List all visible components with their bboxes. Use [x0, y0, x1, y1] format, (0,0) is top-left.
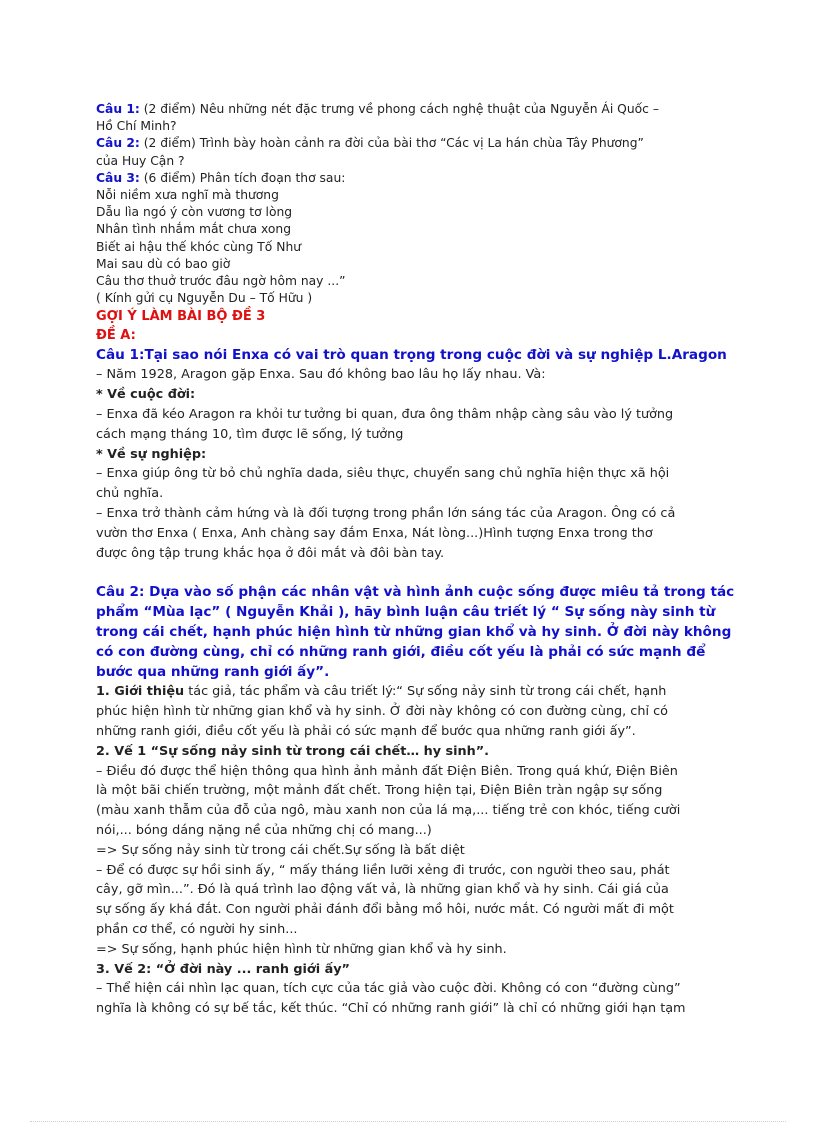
question-3-text: (6 điểm) Phân tích đoạn thơ sau: — [139, 170, 346, 185]
question-2-line-1 — [96, 135, 726, 152]
paragraph-line: phúc hiện hình từ những gian khổ và hy sinh. Ở đời này không có con đường cùng, chỉ có — [96, 704, 668, 720]
paragraph-line — [96, 682, 726, 702]
part-1-label: 2. Vế 1 “Sự sống nảy sinh từ trong cái chết… hy sinh”. — [96, 743, 490, 759]
poem-line: Dẫu lìa ngó ý còn vương tơ lòng — [96, 205, 293, 220]
career-label: * Về sự nghiệp: — [96, 446, 207, 462]
page-bottom-divider — [30, 1121, 786, 1122]
paragraph-line: – Enxa trở thành cảm hứng và là đối tượng trong phần lớn sáng tác của Aragon. Ông có cả — [96, 506, 676, 522]
paragraph-line: là một bãi chiến trường, một mảnh đất chết. Trong hiện tại, Điện Biên tràn ngập sự sống — [96, 783, 663, 799]
paragraph-line: nghĩa là không có sự bế tắc, kết thúc. “Chỉ có những ranh giới” là chỉ có những giới hạn tạm — [96, 1001, 686, 1017]
paragraph-line: vườn thơ Enxa ( Enxa, Anh chàng say đắm Enxa, Nát lòng...)Hình tượng Enxa trong thơ — [96, 525, 653, 541]
document-page — [96, 101, 735, 1019]
question-2-line-2: của Huy Cận ? — [96, 153, 185, 168]
paragraph-line: – Enxa giúp ông từ bỏ chủ nghĩa dada, siêu thực, chuyển sang chủ nghĩa hiện thực xã hội — [96, 466, 670, 482]
question-3-line-1 — [96, 170, 726, 187]
question-1-line-2: Hồ Chí Minh? — [96, 119, 177, 134]
answer-2-heading: bước qua những ranh giới ấy”. — [96, 664, 330, 681]
intro-label: 1. Giới thiệu — [96, 684, 185, 700]
paragraph-line: – Để có được sự hồi sinh ấy, “ mấy tháng liền lưỡi xẻng đi trước, con người theo sau, phát — [96, 862, 670, 878]
question-2-text: (2 điểm) Trình bày hoàn cảnh ra đời của bài thơ “Các vị La hán chùa Tây Phương” — [139, 136, 644, 151]
paragraph-line: => Sự sống nảy sinh từ trong cái chết.Sự sống là bất diệt — [96, 842, 465, 858]
spacer — [96, 563, 726, 582]
paragraph-line: những ranh giới, điều cốt yếu là phải có sức mạnh để bước qua những ranh giới ấy”. — [96, 724, 636, 739]
question-1-label: Câu 1: — [96, 102, 140, 116]
paragraph-line: nói,... bóng dáng nặng nề của những chị có mang...) — [96, 822, 432, 838]
poem-line: Nỗi niềm xưa nghĩ mà thương — [96, 188, 279, 203]
question-3-label: Câu 3: — [96, 170, 140, 185]
part-2-label: 3. Vế 2: “Ở đời này ... ranh giới ấy” — [96, 961, 350, 977]
paragraph-line: cây, gỡ mìn...”. Đó là quá trình lao động vất vả, là những gian khổ và hy sinh. Cái giá của — [96, 882, 669, 898]
answer-2 — [96, 582, 735, 1019]
answer-2-heading: Câu 2: Dựa vào số phận các nhân vật và hình ảnh cuộc sống được miêu tả trong tác — [96, 584, 735, 601]
paragraph-line: – Thể hiện cái nhìn lạc quan, tích cực của tác giả vào cuộc đời. Không có con “đường cùng” — [96, 981, 681, 997]
paragraph-line: (màu xanh thẫm của đỗ của ngô, màu xanh non của lá mạ,... tiếng trẻ con khóc, tiếng cười — [96, 803, 681, 819]
poem-line: Câu thơ thuở trước đâu ngờ hôm nay ...” — [96, 274, 346, 289]
answer-1-heading: Câu 1:Tại sao nói Enxa có vai trò quan trọng trong cuộc đời và sự nghiệp L.Aragon — [96, 347, 727, 364]
paragraph-line: sự sống ấy khá đắt. Con người phải đánh đổi bằng mồ hôi, nước mắt. Có người mất đi một — [96, 902, 674, 918]
answer-2-heading: có con đường cùng, chỉ có những ranh giới, điều cốt yếu là phải có sức mạnh để — [96, 644, 706, 661]
paragraph-line: được ông tập trung khắc họa ở đôi mắt và đôi bàn tay. — [96, 545, 445, 561]
intro-text: tác giả, tác phẩm và câu triết lý:“ Sự sống nảy sinh từ trong cái chết, hạnh — [184, 684, 667, 700]
question-1-line-1 — [96, 101, 726, 118]
paragraph-line: – Điều đó được thể hiện thông qua hình ảnh mảnh đất Điện Biên. Trong quá khứ, Điện Biên — [96, 763, 678, 779]
paragraph-line: => Sự sống, hạnh phúc hiện hình từ những gian khổ và hy sinh. — [96, 941, 507, 957]
paragraph-line: – Enxa đã kéo Aragon ra khỏi tư tưởng bi quan, đưa ông thâm nhập càng sâu vào lý tưởng — [96, 407, 674, 423]
answer-1 — [96, 345, 726, 563]
question-2-label: Câu 2: — [96, 136, 140, 151]
poem-source: ( Kính gửi cụ Nguyễn Du – Tố Hữu ) — [96, 291, 313, 306]
paragraph-line: chủ nghĩa. — [96, 486, 164, 502]
poem-line: Nhân tình nhắm mắt chưa xong — [96, 222, 292, 237]
question-1-text: (2 điểm) Nêu những nét đặc trưng về phong cách nghệ thuật của Nguyễn Ái Quốc – — [139, 102, 659, 116]
poem-line: Mai sau dù có bao giờ — [96, 256, 231, 271]
section-subtitle: ĐỀ A: — [96, 328, 136, 344]
answer-2-heading: phẩm “Mùa lạc” ( Nguyễn Khải ), hãy bình luận câu triết lý “ Sự sống này sinh từ — [96, 604, 716, 621]
section-title: GỢI Ý LÀM BÀI BỘ ĐỀ 3 — [96, 309, 266, 325]
poem-line: Biết ai hậu thế khóc cùng Tố Như — [96, 239, 302, 254]
paragraph-line: phần cơ thể, có người hy sinh... — [96, 921, 298, 937]
answer-2-heading: trong cái chết, hạnh phúc hiện hình từ những gian khổ và hy sinh. Ở đời này không — [96, 624, 732, 641]
paragraph-line: cách mạng tháng 10, tìm được lẽ sống, lý tưởng — [96, 426, 404, 442]
life-label: * Về cuộc đời: — [96, 387, 196, 403]
exam-questions — [96, 101, 726, 307]
paragraph-line: – Năm 1928, Aragon gặp Enxa. Sau đó không bao lâu họ lấy nhau. Và: — [96, 367, 546, 383]
